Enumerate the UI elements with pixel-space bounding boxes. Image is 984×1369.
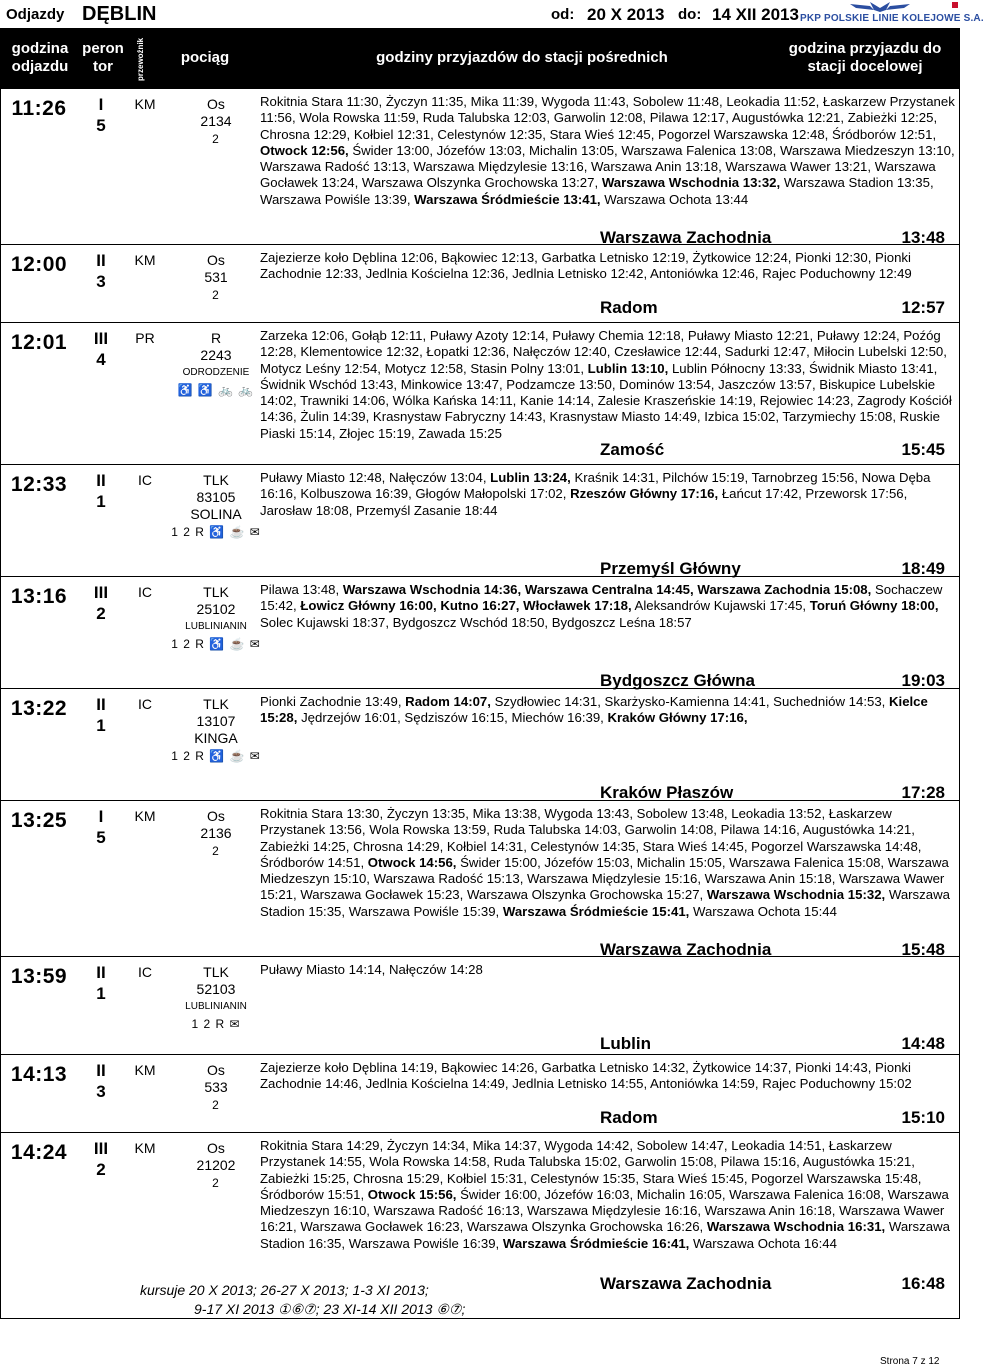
train-number: 21202 — [196, 1157, 236, 1173]
train-number: 52103 — [196, 981, 236, 997]
footnote-line-2: 9-17 XI 2013 ①⑥⑦; 23 XI-14 XII 2013 ⑥⑦; — [194, 1301, 466, 1317]
departure-row — [0, 576, 960, 688]
carrier-code: PR — [135, 330, 155, 346]
platform-number: II — [96, 251, 106, 270]
platform-number: II — [96, 695, 106, 714]
platform-track — [86, 1060, 116, 1102]
departure-time: 12:01 — [10, 331, 68, 354]
intermediate-stations: Pilawa 13:48, Warszawa Wschodnia 14:36, Warszawa Centralna 14:45, Warszawa Zachodnia 15:08, Sochaczew 15:42, Łowicz Główny 16:00, Kutno 16:27, Włocławek 17:18, Aleksandrów Kujawski 17:45, Toruń Główny 18:00, Solec Kujawski 18:37, Bydgoszcz Wschód 18:50, Bydgoszcz Leśna 18:57 — [260, 582, 943, 630]
train-info — [164, 964, 268, 1033]
train-name: SOLINA — [190, 506, 242, 522]
destination-arrival-time: 13:48 — [901, 228, 945, 247]
train-info — [164, 96, 268, 148]
header-platform-track: peron tor — [82, 40, 124, 75]
train-category: Os — [207, 1062, 225, 1078]
track-number: 1 — [96, 716, 106, 735]
train-symbols: 2 — [212, 288, 220, 302]
track-number: 3 — [96, 1082, 106, 1101]
carrier-code: KM — [134, 808, 156, 824]
valid-to-label: do: — [678, 6, 702, 23]
train-number: 83105 — [196, 489, 236, 505]
train-info — [164, 696, 268, 765]
train-number: 2134 — [200, 113, 232, 129]
destination-station: Bydgoszcz Główna — [600, 671, 755, 690]
platform-track — [86, 962, 116, 1004]
intermediate-stations: Puławy Miasto 12:48, Nałęczów 13:04, Lublin 13:24, Kraśnik 14:31, Pilchów 15:19, Tarnobrzeg 15:56, Nowa Dęba 16:16, Kolbuszowa 16:39, Głogów Małopolski 17:02, Rzeszów Główny 17:16, Łańcut 17:42, Przeworsk 17:56, Jarosław 18:08, Przemyśl Zasanie 18:44 — [260, 470, 931, 518]
departure-time: 13:25 — [10, 809, 68, 832]
destination-station: Kraków Płaszów — [600, 783, 734, 802]
platform-number: II — [96, 963, 106, 982]
header-intermediate-stations: godziny przyjazdów do stacji pośrednich — [376, 49, 668, 66]
header-destination-arrival: godzina przyjazdu do stacji docelowej — [788, 40, 942, 75]
train-category: Os — [207, 252, 225, 268]
train-category: Os — [207, 1140, 225, 1156]
platform-number: III — [93, 583, 109, 602]
intermediate-stations: Zajezierze koło Dęblina 12:06, Bąkowiec 12:13, Garbatka Letnisko 12:19, Żytkowice 12:24, Pionki 12:30, Pionki Zachodnie 12:33, Jedlnia Kościelna 12:36, Jedlnia Letnisko 12:42, Antoniówka 12:46, Rajec Poduchowny 12:49 — [260, 250, 912, 282]
train-info — [164, 472, 268, 541]
destination-station: Lublin — [600, 1034, 651, 1053]
platform-number: II — [96, 471, 106, 490]
train-number: 2243 — [200, 347, 232, 363]
train-name: LUBLINIANIN — [185, 1001, 247, 1012]
platform-track — [86, 250, 116, 292]
destination — [600, 1274, 945, 1294]
track-number: 3 — [96, 272, 106, 291]
table-header — [0, 28, 960, 88]
platform-track — [86, 328, 116, 370]
train-category: TLK — [203, 964, 229, 980]
train-info — [164, 1140, 268, 1192]
train-category: TLK — [203, 472, 229, 488]
top-bar — [0, 0, 984, 28]
destination-arrival-time: 15:45 — [901, 440, 945, 459]
train-symbols: 1 2 R ♿ ☕ ✉ — [171, 637, 261, 651]
train-symbols: 2 — [212, 1098, 220, 1112]
platform-number: III — [93, 1139, 109, 1158]
station-name: DĘBLIN — [82, 3, 157, 25]
departure-row — [0, 688, 960, 800]
carrier-code: IC — [138, 472, 152, 488]
track-number: 1 — [96, 492, 106, 511]
destination-station: Radom — [600, 298, 658, 317]
destination — [600, 298, 945, 318]
carrier-code: IC — [138, 584, 152, 600]
departure-row — [0, 956, 960, 1054]
valid-from-label: od: — [551, 6, 575, 23]
table-bottom-border — [0, 1318, 960, 1319]
destination-station: Zamość — [600, 440, 665, 459]
destination-station: Radom — [600, 1108, 658, 1127]
departure-row — [0, 244, 960, 322]
train-number: 25102 — [196, 601, 236, 617]
departure-row — [0, 800, 960, 959]
departure-time: 13:16 — [10, 585, 68, 608]
train-category: TLK — [203, 584, 229, 600]
train-category: TLK — [203, 696, 229, 712]
destination-arrival-time: 17:28 — [901, 783, 945, 802]
intermediate-stations: Rokitnia Stara 11:30, Życzyn 11:35, Mika 11:39, Wygoda 11:43, Sobolew 11:48, Leokadia 11:52, Łaskarzew Przystanek 11:56, Wola Rowska 11:59, Ruda Talubska 12:03, Garwolin 12:08, Pilawa 12:17, Augustówka 12:21, Zabieżki 12:25, Chrosna 12:29, Kołbiel 12:31, Celestynów 12:35, Stara Wieś 12:45, Pogorzel Warszawska 12:48, Śródborów 12:51, Otwock 12:56, Świder 13:00, Józefów 13:03, Michalin 13:05, Warszawa Falenica 13:08, Warszawa Miedzeszyn 13:10, Warszawa Radość 13:13, Warszawa Międzylesie 13:16, Warszawa Anin 13:18, Warszawa Wawer 13:21, Warszawa Gocławek 13:24, Warszawa Olszynka Grochowska 13:27, Warszawa Wschodnia 13:32, Warszawa Stadion 13:35, Warszawa Powiśle 13:39, Warszawa Śródmieście 13:41, Warszawa Ochota 13:44 — [260, 94, 955, 207]
train-info — [164, 1062, 268, 1114]
intermediate-stations: Zajezierze koło Dęblina 14:19, Bąkowiec 14:26, Garbatka Letnisko 14:32, Żytkowice 14:37, Pionki 14:43, Pionki Zachodnie 14:46, Jedlnia Kościelna 14:49, Jedlnia Letnisko 14:55, Antoniówka 14:59, Rajec Poduchowny 15:02 — [260, 1060, 912, 1092]
intermediate-stations: Pionki Zachodnie 13:49, Radom 14:07, Szydłowiec 14:31, Skarżysko-Kamienna 14:41, Suchedniów 14:53, Kielce 15:28, Jędrzejów 16:01, Sędziszów 16:15, Miechów 16:39, Kraków Główny 17:16, — [260, 694, 928, 726]
carrier-code: IC — [138, 964, 152, 980]
train-info — [164, 330, 268, 399]
platform-number: II — [96, 1061, 106, 1080]
valid-from-date: 20 X 2013 — [587, 5, 665, 24]
destination-arrival-time: 15:10 — [901, 1108, 945, 1127]
destination-arrival-time: 16:48 — [901, 1274, 945, 1293]
destination — [600, 1108, 945, 1128]
intermediate-stations: Zarzeka 12:06, Gołąb 12:11, Puławy Azoty 12:14, Puławy Chemia 12:18, Puławy Miasto 12:21, Puławy 12:24, Poźóg 12:28, Klementowice 12:32, Łopatki 12:36, Nałęczów 12:40, Czesławice 12:44, Sadurki 12:47, Miłocin Lubelski 12:50, Motycz Leśny 12:54, Motycz 12:58, Stasin Polny 13:01, Lublin 13:10, Lublin Północny 13:33, Świdnik Miasto 13:41, Świdnik Wschód 13:43, Minkowice 13:47, Podzamcze 13:50, Dominów 13:54, Jaszczów 13:57, Biskupice Lubelskie 14:02, Trawniki 14:06, Wólka Kańska 14:11, Kanie 14:14, Zalesie Kraszeńskie 14:19, Rejowiec 14:23, Zagrody Kościół 14:36, Żulin 14:39, Krasnystaw Fabryczny 14:43, Krasnystaw Miasto 14:49, Izbica 15:02, Tarzymiechy 15:08, Ruskie Piaski 15:14, Złojec 15:19, Zawada 15:25 — [260, 328, 952, 441]
train-category: Os — [207, 808, 225, 824]
destination-station: Przemyśl Główny — [600, 559, 741, 578]
header-departure-time: godzina odjazdu — [11, 40, 69, 75]
platform-number: I — [98, 95, 104, 114]
departure-time: 14:24 — [10, 1141, 68, 1164]
header-carrier: przewoźnik — [136, 37, 145, 81]
track-number: 2 — [96, 604, 106, 623]
train-number: 533 — [204, 1079, 228, 1095]
carrier-code: KM — [134, 1062, 156, 1078]
intermediate-stations: Rokitnia Stara 14:29, Życzyn 14:34, Mika 14:37, Wygoda 14:42, Sobolew 14:47, Leokadia 14:51, Łaskarzew Przystanek 14:55, Wola Rowska 14:58, Ruda Talubska 15:02, Garwolin 15:08, Pilawa 15:16, Augustówka 15:21, Zabieżki 15:25, Chrosna 15:29, Kołbiel 15:31, Celestynów 15:35, Stara Wieś 15:45, Pogorzel Warszawska 15:48, Śródborów 15:51, Otwock 15:56, Świder 16:00, Józefów 16:03, Michalin 16:05, Warszawa Falenica 16:08, Warszawa Miedzeszyn 16:10, Warszawa Radość 16:13, Warszawa Międzylesie 16:16, Warszawa Anin 16:18, Warszawa Wawer 16:21, Warszawa Gocławek 16:23, Warszawa Olszynka Grochowska 16:26, Warszawa Wschodnia 16:31, Warszawa Stadion 16:35, Warszawa Powiśle 16:39, Warszawa Śródmieście 16:41, Warszawa Ochota 16:44 — [260, 1138, 950, 1251]
platform-track — [86, 806, 116, 848]
train-name: ODRODZENIE — [182, 367, 250, 378]
pkp-logo — [800, 0, 984, 26]
intermediate-stations: Puławy Miasto 14:14, Nałęczów 14:28 — [260, 962, 483, 977]
destination — [600, 1034, 945, 1054]
destination — [600, 440, 945, 460]
destination-station: Warszawa Zachodnia — [600, 1274, 772, 1293]
departure-row — [0, 1054, 960, 1132]
carrier-code: KM — [134, 1140, 156, 1156]
train-symbols: ♿ ♿ 🚲 🚲 — [177, 383, 255, 397]
page-number: Strona 7 z 12 — [880, 1356, 940, 1367]
departure-time: 11:26 — [11, 97, 67, 120]
track-number: 5 — [96, 828, 106, 847]
train-symbols: 1 2 R ✉ — [191, 1017, 241, 1031]
platform-number: I — [98, 807, 104, 826]
track-number: 2 — [96, 1160, 106, 1179]
train-category: Os — [207, 96, 225, 112]
platform-number: III — [93, 329, 109, 348]
destination-arrival-time: 14:48 — [901, 1034, 945, 1053]
train-info — [164, 252, 268, 304]
train-info — [164, 808, 268, 860]
departure-row — [0, 88, 960, 247]
carrier-code: KM — [134, 96, 156, 112]
carrier-code: KM — [134, 252, 156, 268]
platform-track — [86, 1138, 116, 1180]
header-train: pociąg — [180, 49, 230, 66]
train-category: R — [210, 330, 222, 346]
track-number: 4 — [96, 350, 106, 369]
valid-to-date: 14 XII 2013 — [712, 5, 799, 24]
departure-row — [0, 322, 960, 464]
train-number: 531 — [204, 269, 228, 285]
platform-track — [86, 694, 116, 736]
train-name: LUBLINIANIN — [185, 621, 247, 632]
departure-time: 12:00 — [10, 253, 68, 276]
train-symbols: 2 — [212, 844, 220, 858]
destination-station: Warszawa Zachodnia — [600, 940, 772, 959]
platform-track — [86, 94, 116, 136]
departure-time: 13:59 — [10, 965, 68, 988]
footnote — [140, 1281, 465, 1319]
departure-row — [0, 464, 960, 576]
platform-track — [86, 470, 116, 512]
train-number: 2136 — [200, 825, 232, 841]
train-info — [164, 584, 268, 653]
pkp-wings-icon — [800, 0, 960, 14]
train-number: 13107 — [196, 713, 236, 729]
train-symbols: 1 2 R ♿ ☕ ✉ — [171, 525, 261, 539]
intermediate-stations: Rokitnia Stara 13:30, Życzyn 13:35, Mika 13:38, Wygoda 13:43, Sobolew 13:48, Leokadia 13:52, Łaskarzew Przystanek 13:56, Wola Rowska 13:59, Ruda Talubska 14:03, Garwolin 14:08, Pilawa 14:16, Augustówka 14:21, Zabieżki 14:25, Chrosna 14:29, Kołbiel 14:31, Celestynów 14:35, Stara Wieś 14:45, Pogorzel Warszawska 14:48, Śródborów 14:51, Otwock 14:56, Świder 15:00, Józefów 15:03, Michalin 15:05, Warszawa Falenica 15:08, Warszawa Miedzeszyn 15:10, Warszawa Radość 15:13, Warszawa Międzylesie 15:16, Warszawa Anin 15:18, Warszawa Wawer 15:21, Warszawa Gocławek 15:23, Warszawa Olszynka Grochowska 15:27, Warszawa Wschodnia 15:32, Warszawa Stadion 15:35, Warszawa Powiśle 15:39, Warszawa Śródmieście 15:41, Warszawa Ochota 15:44 — [260, 806, 950, 919]
destination-arrival-time: 19:03 — [901, 671, 945, 690]
destination-arrival-time: 12:57 — [901, 298, 945, 317]
track-number: 1 — [96, 984, 106, 1003]
carrier-code: IC — [138, 696, 152, 712]
destination-arrival-time: 18:49 — [901, 559, 945, 578]
train-symbols: 2 — [212, 1176, 220, 1190]
destination-station: Warszawa Zachodnia — [600, 228, 772, 247]
train-name: KINGA — [194, 730, 238, 746]
departure-time: 12:33 — [10, 473, 68, 496]
pkp-logo-text: PKP POLSKIE LINIE KOLEJOWE S.A. — [800, 13, 984, 24]
footnote-line-1: kursuje 20 X 2013; 26-27 X 2013; 1-3 XI 2013; — [140, 1282, 429, 1298]
train-symbols: 2 — [212, 132, 220, 146]
train-symbols: 1 2 R ♿ ☕ ✉ — [171, 749, 261, 763]
departure-time: 13:22 — [10, 697, 68, 720]
departure-time: 14:13 — [10, 1063, 68, 1086]
odjazdy-label: Odjazdy — [6, 6, 65, 23]
platform-track — [86, 582, 116, 624]
track-number: 5 — [96, 116, 106, 135]
destination-arrival-time: 15:48 — [901, 940, 945, 959]
